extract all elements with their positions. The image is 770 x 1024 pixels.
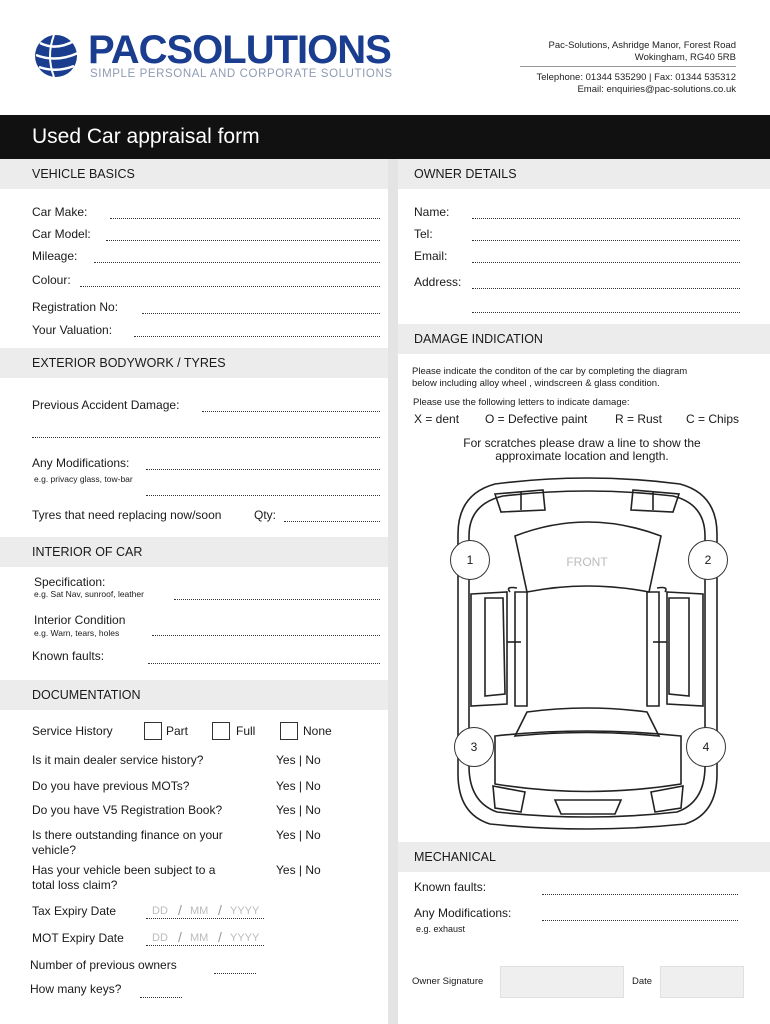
mot-expiry-year[interactable]: YYYY <box>230 932 260 944</box>
damage-key-dent: X = dent <box>414 412 460 426</box>
tax-expiry-sep-2: / <box>218 902 222 918</box>
owner-signature-box[interactable] <box>500 966 624 998</box>
interior-condition-label: Interior Condition <box>34 613 126 627</box>
globe-logo-icon <box>32 33 84 79</box>
owner-details-heading: OWNER DETAILS <box>398 159 770 189</box>
mot-expiry-sep-1: / <box>178 929 182 945</box>
damage-key-paint: O = Defective paint <box>485 412 588 426</box>
car-model-label: Car Model: <box>32 227 91 241</box>
mot-expiry-underline <box>146 945 264 946</box>
form-title-bar <box>0 115 770 159</box>
car-make-label: Car Make: <box>32 205 88 219</box>
mot-expiry-sep-2: / <box>218 929 222 945</box>
vehicle-basics-heading: VEHICLE BASICS <box>0 159 388 189</box>
keys-field[interactable] <box>140 997 182 998</box>
previous-owners-label: Number of previous owners <box>30 958 177 972</box>
total-loss-question-line1: Has your vehicle been subject to a <box>32 863 216 877</box>
interior-condition-hint: e.g. Warn, tears, holes <box>34 628 120 638</box>
tax-expiry-sep-1: / <box>178 902 182 918</box>
interior-condition-field[interactable] <box>152 635 380 636</box>
car-diagram[interactable] <box>455 474 720 830</box>
form-title: Used Car appraisal form <box>32 125 260 148</box>
accident-damage-label: Previous Accident Damage: <box>32 398 180 412</box>
wheel-1-circle[interactable]: 1 <box>450 540 490 580</box>
service-none-label: None <box>303 724 332 738</box>
modifications-field[interactable] <box>146 469 380 470</box>
v5-yes-no[interactable]: Yes | No <box>276 803 321 817</box>
mot-expiry-month[interactable]: MM <box>190 932 209 944</box>
damage-heading: DAMAGE INDICATION <box>398 324 770 354</box>
specification-hint: e.g. Sat Nav, sunroof, leather <box>34 589 144 599</box>
specification-field[interactable] <box>174 599 380 600</box>
documentation-heading: DOCUMENTATION <box>0 680 388 710</box>
finance-question-line2: vehicle? <box>32 843 77 857</box>
total-loss-question-line2: total loss claim? <box>32 878 118 892</box>
finance-yes-no[interactable]: Yes | No <box>276 828 321 842</box>
main-dealer-yes-no[interactable]: Yes | No <box>276 753 321 767</box>
mechanical-modifications-label: Any Modifications: <box>414 906 512 920</box>
mot-expiry-day[interactable]: DD <box>152 932 168 944</box>
interior-heading: INTERIOR OF CAR <box>0 537 388 567</box>
tax-expiry-label: Tax Expiry Date <box>32 904 117 918</box>
exterior-heading: EXTERIOR BODYWORK / TYRES <box>0 348 388 378</box>
owner-email-field[interactable] <box>472 262 740 263</box>
owner-signature-label: Owner Signature <box>412 976 484 987</box>
owner-tel-field[interactable] <box>472 240 740 241</box>
total-loss-yes-no[interactable]: Yes | No <box>276 863 321 877</box>
logo-tagline: SIMPLE PERSONAL AND CORPORATE SOLUTIONS <box>90 68 393 80</box>
owner-name-field[interactable] <box>472 218 740 219</box>
mileage-field[interactable] <box>94 262 380 263</box>
mechanical-heading: MECHANICAL <box>398 842 770 872</box>
main-dealer-question: Is it main dealer service history? <box>32 753 204 767</box>
modifications-label: Any Modifications: <box>32 456 130 470</box>
service-history-label: Service History <box>32 724 113 738</box>
tyres-label: Tyres that need replacing now/soon <box>32 508 222 522</box>
tax-expiry-day[interactable]: DD <box>152 905 168 917</box>
owner-address-label: Address: <box>414 275 462 289</box>
wheel-3-circle[interactable]: 3 <box>454 727 494 767</box>
car-make-field[interactable] <box>110 218 380 219</box>
tyres-qty-field[interactable] <box>284 521 380 522</box>
mot-expiry-label: MOT Expiry Date <box>32 931 124 945</box>
damage-letters-intro: Please use the following letters to indicate damage: <box>413 397 630 408</box>
registration-field[interactable] <box>142 313 380 314</box>
service-full-label: Full <box>236 724 256 738</box>
service-part-label: Part <box>166 724 189 738</box>
finance-question-line1: Is there outstanding finance on your <box>32 828 223 842</box>
header <box>0 0 770 115</box>
colour-field[interactable] <box>80 286 380 287</box>
owner-name-label: Name: <box>414 205 450 219</box>
service-full-checkbox[interactable] <box>212 722 230 740</box>
mechanical-faults-label: Known faults: <box>414 880 487 894</box>
mechanical-faults-field[interactable] <box>542 894 738 895</box>
signature-date-label: Date <box>632 976 653 987</box>
accident-damage-field-2[interactable] <box>32 437 380 438</box>
front-label: FRONT <box>566 555 608 569</box>
accident-damage-field[interactable] <box>202 411 380 412</box>
mechanical-modifications-hint: e.g. exhaust <box>416 924 466 934</box>
mots-yes-no[interactable]: Yes | No <box>276 779 321 793</box>
modifications-field-2[interactable] <box>146 495 380 496</box>
owner-address-field[interactable] <box>472 288 740 289</box>
owner-tel-label: Tel: <box>414 227 433 241</box>
damage-key-chips: C = Chips <box>686 412 740 426</box>
damage-instructions: Please indicate the conditon of the car by completing the diagram below including alloy wheel , windscreen & glass condition. <box>412 366 688 389</box>
specification-label: Specification: <box>34 575 106 589</box>
car-model-field[interactable] <box>106 240 380 241</box>
valuation-label: Your Valuation: <box>32 323 113 337</box>
keys-label: How many keys? <box>30 982 122 996</box>
column-divider <box>388 159 398 1024</box>
wheel-2-circle[interactable]: 2 <box>688 540 728 580</box>
mots-question: Do you have previous MOTs? <box>32 779 190 793</box>
service-none-checkbox[interactable] <box>280 722 298 740</box>
v5-question: Do you have V5 Registration Book? <box>32 803 223 817</box>
valuation-field[interactable] <box>134 336 380 337</box>
tax-expiry-year[interactable]: YYYY <box>230 905 260 917</box>
registration-label: Registration No: <box>32 300 119 314</box>
company-address: Pac-Solutions, Ashridge Manor, Forest Road Wokingham, RG40 5RB <box>548 40 736 63</box>
scratches-note: For scratches please draw a line to show the approximate location and length. <box>463 436 701 463</box>
logo-wordmark: PACSOLUTIONS <box>88 28 391 72</box>
company-contact: Telephone: 01344 535290 | Fax: 01344 535312 Email: enquiries@pac-solutions.co.uk <box>536 72 736 95</box>
tax-expiry-month[interactable]: MM <box>190 905 209 917</box>
damage-key-rust: R = Rust <box>615 412 663 426</box>
previous-owners-field[interactable] <box>214 973 256 974</box>
signature-date-box[interactable] <box>660 966 744 998</box>
colour-label: Colour: <box>32 273 71 287</box>
service-part-checkbox[interactable] <box>144 722 162 740</box>
mechanical-modifications-field[interactable] <box>542 920 738 921</box>
tax-expiry-underline <box>146 918 264 919</box>
wheel-4-circle[interactable]: 4 <box>686 727 726 767</box>
owner-email-label: Email: <box>414 249 448 263</box>
address-divider <box>520 66 736 67</box>
tyres-qty-label: Qty: <box>254 508 277 522</box>
modifications-hint: e.g. privacy glass, tow-bar <box>34 474 133 484</box>
interior-faults-field[interactable] <box>148 663 380 664</box>
interior-faults-label: Known faults: <box>32 649 105 663</box>
mileage-label: Mileage: <box>32 249 78 263</box>
owner-address-field-2[interactable] <box>472 312 740 313</box>
